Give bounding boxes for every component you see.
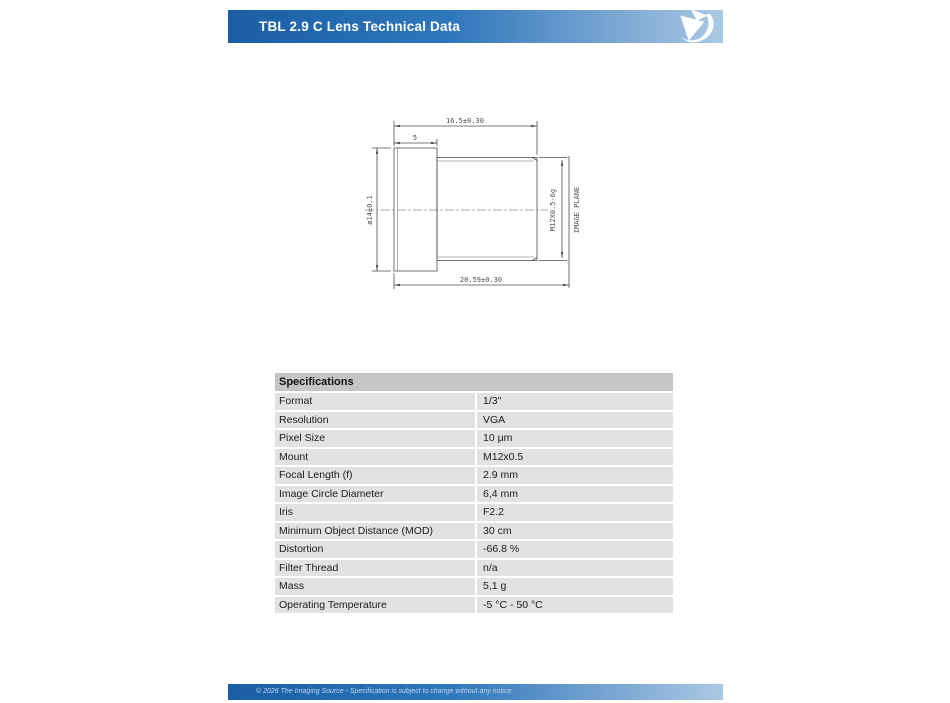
dim-label-thread: M12X0.5-6g — [549, 188, 557, 232]
spec-value: 2.9 mm — [477, 467, 673, 484]
spec-value: -5 °C - 50 °C — [477, 597, 673, 614]
imaging-source-logo-icon — [675, 6, 717, 48]
table-row — [275, 393, 673, 410]
spec-value: -66.8 % — [477, 541, 673, 558]
dim-label-total-length: 20.59±0.30 — [459, 276, 503, 284]
spec-value: 30 cm — [477, 523, 673, 540]
footer-bar — [228, 684, 723, 700]
header-bar — [228, 10, 723, 43]
specifications-table — [275, 373, 673, 613]
lens-thread-barrel — [437, 158, 537, 261]
spec-value: VGA — [477, 412, 673, 429]
dim-label-top-length: 16.5±0.30 — [446, 117, 484, 125]
spec-value: F2.2 — [477, 504, 673, 521]
spec-value: 6,4 mm — [477, 486, 673, 503]
spec-label: Minimum Object Distance (MOD) — [275, 523, 475, 540]
spec-label: Filter Thread — [275, 560, 475, 577]
table-row — [275, 560, 673, 577]
dim-label-diameter: ø14±0.1 — [366, 195, 374, 225]
spec-label: Format — [275, 393, 475, 410]
spec-value: 1/3" — [477, 393, 673, 410]
page-title: TBL 2.9 C Lens Technical Data — [259, 19, 461, 34]
table-row — [275, 578, 673, 595]
image-plane-label: IMAGE PLANE — [573, 186, 581, 234]
spec-value: 5,1 g — [477, 578, 673, 595]
table-row — [275, 449, 673, 466]
spec-label: Mass — [275, 578, 475, 595]
spec-label: Iris — [275, 504, 475, 521]
table-row — [275, 523, 673, 540]
spec-label: Resolution — [275, 412, 475, 429]
specifications-table-header: Specifications — [275, 373, 673, 391]
spec-value: n/a — [477, 560, 673, 577]
table-row — [275, 541, 673, 558]
spec-label: Operating Temperature — [275, 597, 475, 614]
spec-label: Pixel Size — [275, 430, 475, 447]
thread-chamfer-bottom — [533, 258, 538, 261]
spec-label: Mount — [275, 449, 475, 466]
lens-technical-drawing — [360, 100, 595, 300]
thread-chamfer-top — [533, 158, 538, 161]
dim-label-front-length: 5 — [412, 134, 418, 142]
table-row — [275, 597, 673, 614]
spec-label: Focal Length (f) — [275, 467, 475, 484]
lens-front-barrel — [394, 148, 437, 271]
spec-value: M12x0.5 — [477, 449, 673, 466]
table-row — [275, 467, 673, 484]
spec-label: Image Circle Diameter — [275, 486, 475, 503]
spec-label: Distortion — [275, 541, 475, 558]
table-row — [275, 430, 673, 447]
table-row — [275, 412, 673, 429]
footer-copyright: © 2026 The Imaging Source - Specification is subject to change without any notice. — [256, 688, 514, 695]
table-row — [275, 504, 673, 521]
spec-value: 10 μm — [477, 430, 673, 447]
table-row — [275, 486, 673, 503]
